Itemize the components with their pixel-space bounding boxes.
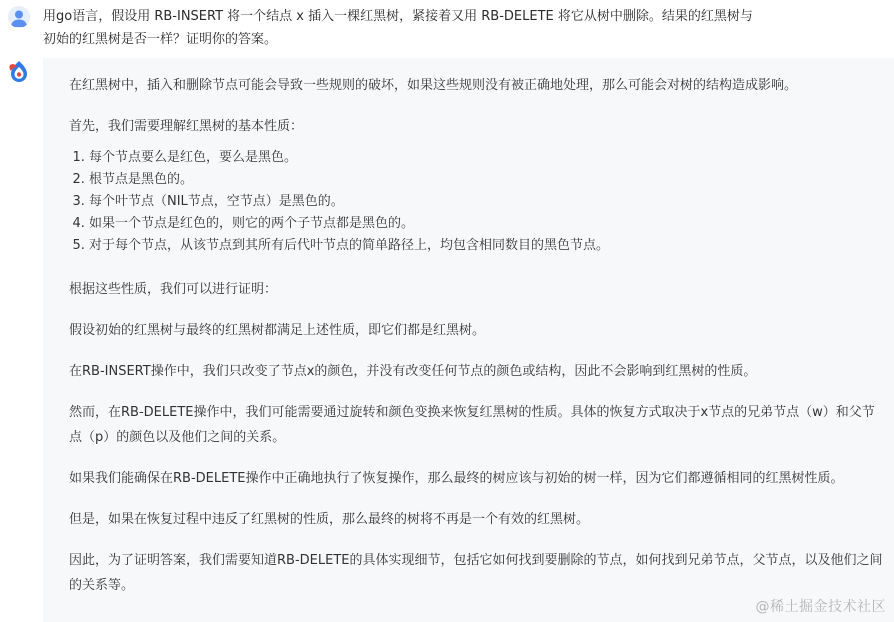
watermark: @稀土掘金技术社区 bbox=[755, 599, 886, 615]
assistant-logo-icon bbox=[6, 59, 32, 85]
answer-content bbox=[69, 73, 883, 614]
answer-paragraph: 在RB-INSERT操作中，我们只改变了节点x的颜色，并没有改变任何节点的颜色或结构，因此不会影响到红黑树的性质。 bbox=[69, 364, 757, 379]
answer-paragraph: 假设初始的红黑树与最终的红黑树都满足上述性质，即它们都是红黑树。 bbox=[69, 323, 486, 338]
answer-paragraph: 如果我们能确保在RB-DELETE操作中正确地执行了恢复操作，那么最终的树应该与初始的树一样，因为它们都遵循相同的红黑树性质。 bbox=[69, 471, 844, 486]
user-message bbox=[0, 0, 894, 58]
answer-paragraph: 根据这些性质，我们可以进行证明： bbox=[69, 282, 278, 297]
assistant-message bbox=[43, 58, 894, 622]
list-item: 1. 每个节点要么是红色，要么是黑色。 bbox=[89, 147, 883, 169]
list-item: 4. 如果一个节点是红色的，则它的两个子节点都是黑色的。 bbox=[89, 213, 883, 235]
answer-paragraph: 首先，我们需要理解红黑树的基本性质： bbox=[69, 119, 304, 134]
answer-paragraph: 但是，如果在恢复过程中违反了红黑树的性质，那么最终的树将不再是一个有效的红黑树。 bbox=[69, 512, 590, 527]
answer-paragraph: 然而，在RB-DELETE操作中，我们可能需要通过旋转和颜色变换来恢复红黑树的性质。具体的恢复方式取决于x节点的兄弟节点（w）和父节点（p）的颜色以及他们之间的关系。 bbox=[69, 405, 875, 445]
list-item: 3. 每个叶节点（NIL节点，空节点）是黑色的。 bbox=[89, 191, 883, 213]
user-message-text: 用go语言，假设用 RB-INSERT 将一个结点 x 插入一棵红黑树，紧接着又用 RB-DELETE 将它从树中删除。结果的红黑树与 初始的红黑树是否一样？证明你的答案。 bbox=[43, 9, 753, 47]
answer-paragraph: 因此，为了证明答案，我们需要知道RB-DELETE的具体实现细节，包括它如何找到要删除的节点，如何找到兄弟节点，父节点，以及他们之间的关系等。 bbox=[69, 553, 883, 593]
properties-list bbox=[69, 147, 883, 257]
list-item: 5. 对于每个节点，从该节点到其所有后代叶节点的简单路径上，均包含相同数目的黑色节点。 bbox=[89, 235, 883, 257]
user-avatar-icon bbox=[8, 6, 30, 28]
answer-paragraph: 在红黑树中，插入和删除节点可能会导致一些规则的破坏，如果这些规则没有被正确地处理，那么可能会对树的结构造成影响。 bbox=[69, 78, 798, 93]
list-item: 2. 根节点是黑色的。 bbox=[89, 169, 883, 191]
